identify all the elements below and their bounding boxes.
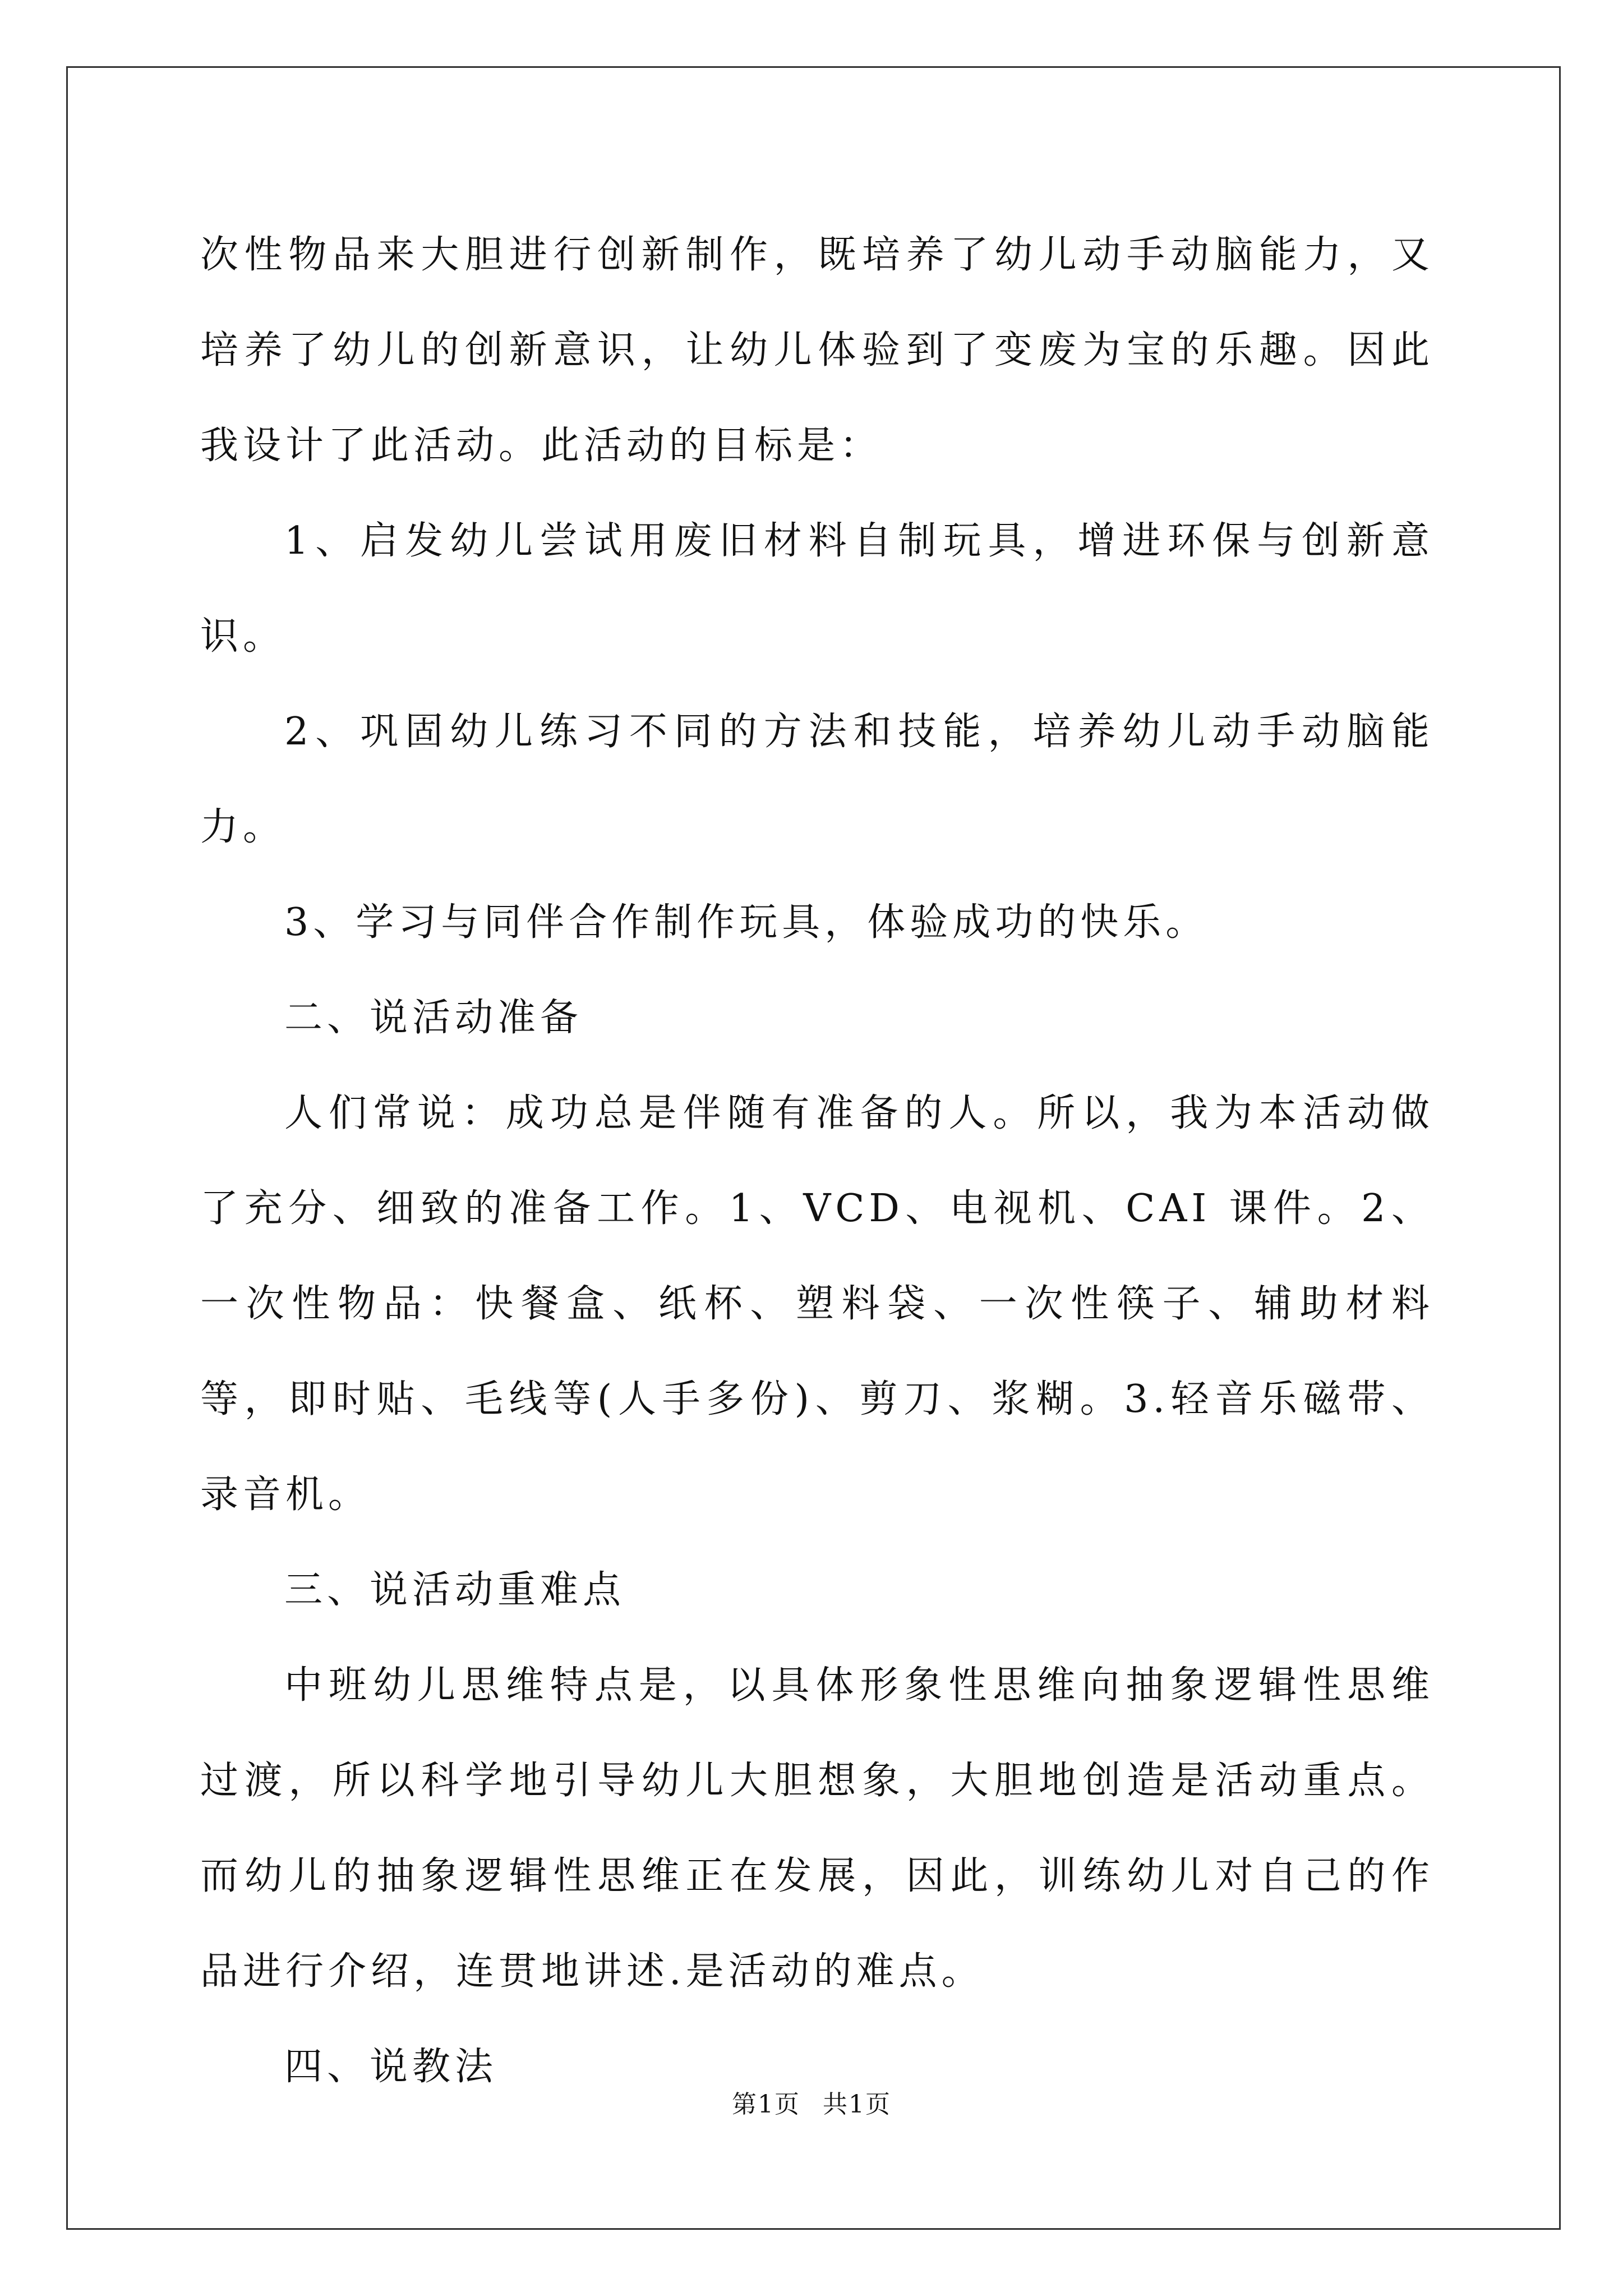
document-body <box>200 208 1434 2115</box>
paragraph-goal-2: 2、巩固幼儿练习不同的方法和技能，培养幼儿动手动脑能力。 <box>200 710 1434 849</box>
paragraph-key-points: 中班幼儿思维特点是，以具体形象性思维向抽象逻辑性思维过渡，所以科学地引导幼儿大胆想象，大胆地创造是活动重点。而幼儿的抽象逻辑性思维正在发展，因此，训练幼儿对自己的作品进行介绍，连贯地讲述.是活动的难点。 <box>200 1663 1434 1994</box>
paragraph-goal-1: 1、启发幼儿尝试用废旧材料自制玩具，增进环保与创新意识。 <box>200 519 1434 659</box>
paragraph-goal-3: 3、学习与同伴合作制作玩具，体验成功的快乐。 <box>284 900 1209 945</box>
paragraph-intro-continued: 次性物品来大胆进行创新制作，既培养了幼儿动手动脑能力，又培养了幼儿的创新意识，让幼儿体验到了变废为宝的乐趣。因此我设计了此活动。此活动的目标是： <box>200 233 1434 468</box>
paragraph-preparation: 人们常说：成功总是伴随有准备的人。所以，我为本活动做了充分、细致的准备工作。1、VCD、电视机、CAI 课件。2、一次性物品：快餐盒、纸杯、塑料袋、一次性筷子、辅助材料等，即时贴、毛线等(人手多份)、剪刀、浆糊。3.轻音乐磁带、录音机。 <box>200 1091 1434 1517</box>
page-number-total: 共1页 <box>823 2090 891 2119</box>
section-heading-preparation: 二、说活动准备 <box>284 996 583 1040</box>
section-heading-teaching-method: 四、说教法 <box>284 2045 498 2089</box>
section-heading-key-points: 三、说活动重难点 <box>284 1568 626 1612</box>
page-footer <box>0 2088 1623 2122</box>
page-number-current: 第1页 <box>732 2090 800 2119</box>
